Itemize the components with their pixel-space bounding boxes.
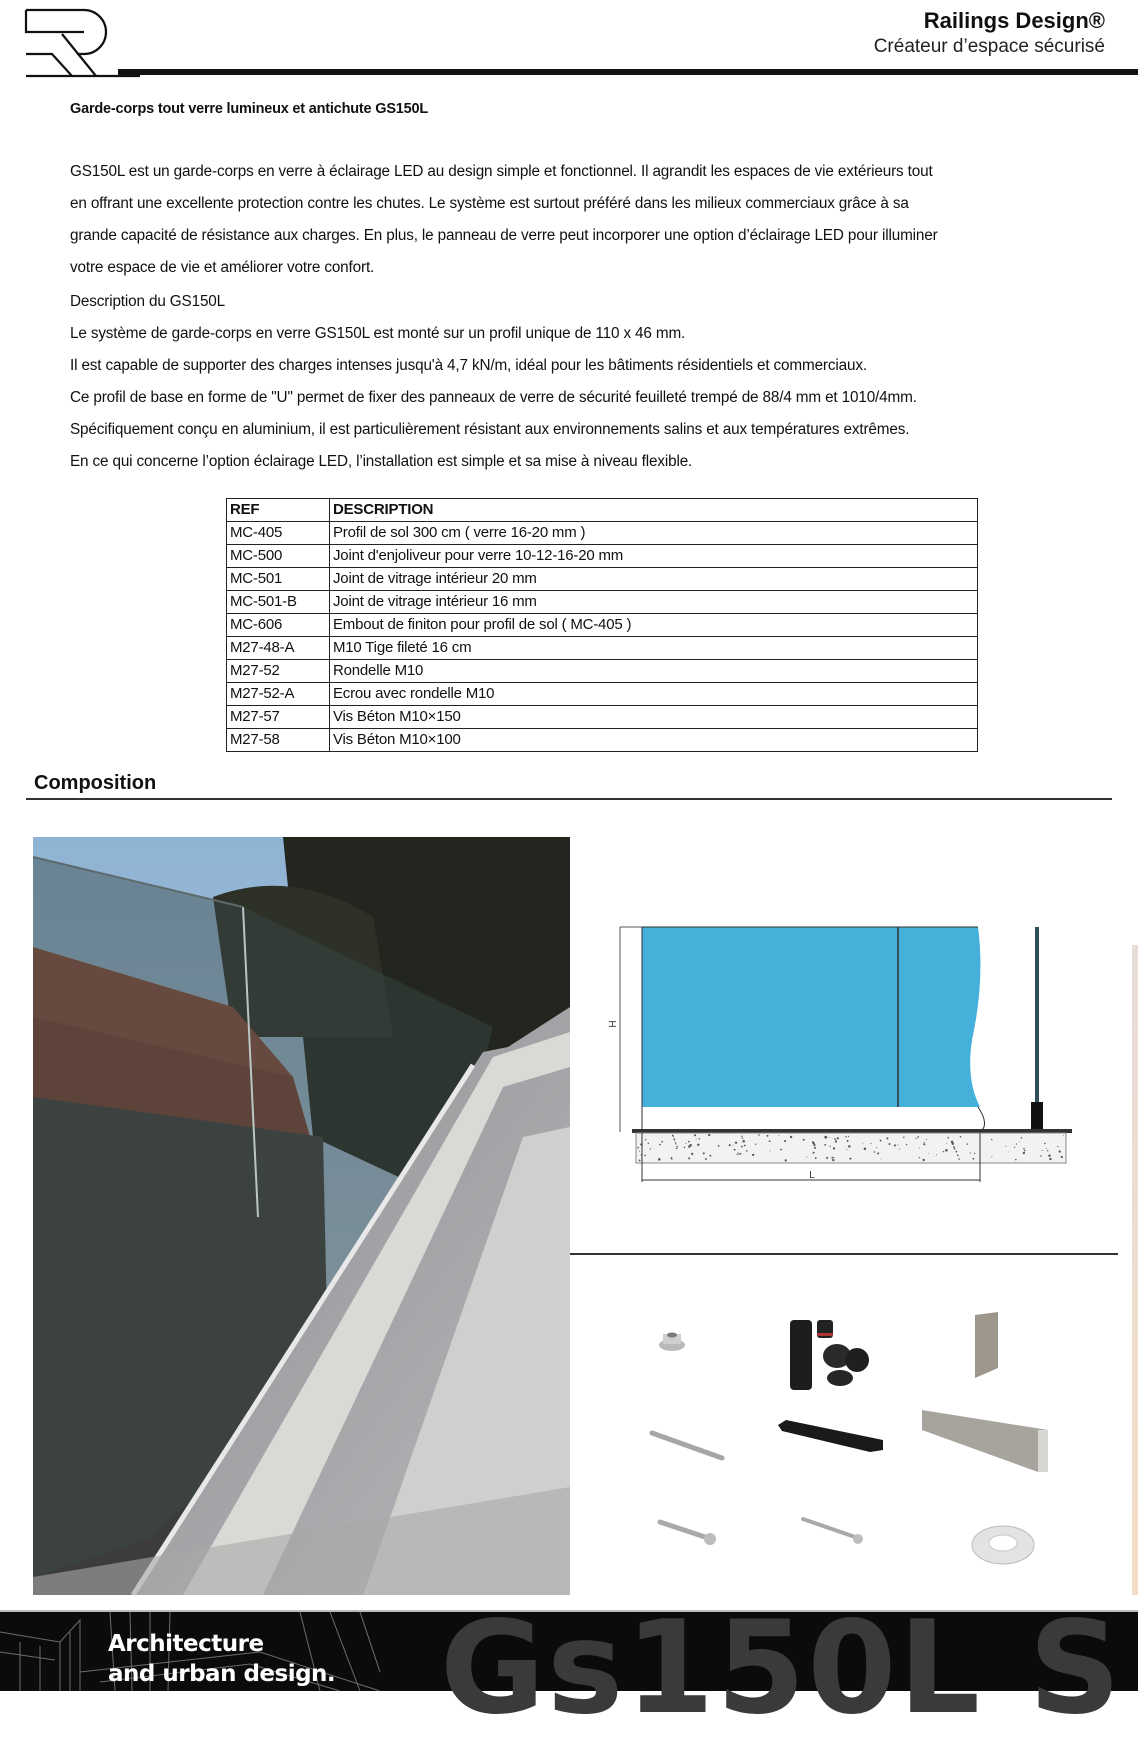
description-line: En ce qui concerne l’option éclairage LED, l’installation est simple et sa mise à niveau flexible.: [70, 453, 693, 470]
part-description: Joint de vitrage intérieur 16 mm: [330, 591, 978, 614]
table-row: [227, 660, 978, 683]
intro-line: GS150L est un garde-corps en verre à éclairage LED au design simple et fonctionnel. Il agrandit les espaces de vie extérieurs tout: [70, 163, 933, 180]
height-label: H: [608, 1020, 619, 1028]
part-description: Joint d'enjoliveur pour verre 10-12-16-20 mm: [330, 545, 978, 568]
brand-name: Railings Design®: [923, 8, 1105, 33]
flange-nut-image: [659, 1333, 685, 1352]
table-row: [227, 568, 978, 591]
part-description: M10 Tige fileté 16 cm: [330, 637, 978, 660]
part-description: Rondelle M10: [330, 660, 978, 683]
length-label: L: [809, 1170, 815, 1181]
column-header-ref: REF: [227, 499, 330, 522]
installation-photo: [33, 837, 570, 1595]
table-row: [227, 637, 978, 660]
part-ref: M27-57: [227, 706, 330, 729]
table-header-row: [227, 499, 978, 522]
concrete-screw-short-image: [803, 1519, 863, 1544]
parts-gallery: [600, 1290, 1070, 1590]
washer-image: [972, 1526, 1034, 1564]
footer-banner: [0, 1594, 1138, 1743]
floor-profile-image: [922, 1410, 1048, 1472]
intro-line: votre espace de vie et améliorer votre confort.: [70, 259, 375, 276]
part-ref: M27-58: [227, 729, 330, 752]
part-ref: MC-500: [227, 545, 330, 568]
glass-panel: [898, 927, 980, 1107]
table-row: [227, 522, 978, 545]
gasket-profile-image: [778, 1420, 883, 1452]
side-profile-glass: [1035, 927, 1039, 1102]
section-divider: [570, 1253, 1118, 1255]
description-line: Ce profil de base en forme de "U" permet de fixer des panneaux de verre de sécurité feuilleté trempé de 88/4 mm et 1010/4mm.: [70, 389, 917, 406]
part-ref: M27-52: [227, 660, 330, 683]
description-line: Il est capable de supporter des charges intenses jusqu'à 4,7 kN/m, idéal pour les bâtiments résidentiels et commerciaux.: [70, 357, 867, 374]
glass-panel: [642, 927, 902, 1107]
brand-logo: [22, 4, 127, 76]
footer-slogan: [108, 1629, 335, 1689]
part-ref: MC-501: [227, 568, 330, 591]
parts-table: [226, 498, 978, 752]
part-ref: M27-52-A: [227, 683, 330, 706]
intro-line: en offrant une excellente protection contre les chutes. Le système est surtout préféré dans les milieux commerciaux grâce à sa: [70, 195, 909, 212]
table-row: [227, 729, 978, 752]
part-description: Vis Béton M10×150: [330, 706, 978, 729]
table-row: [227, 545, 978, 568]
slogan-line: and urban design.: [108, 1661, 336, 1687]
part-ref: M27-48-A: [227, 637, 330, 660]
side-profile-base: [1031, 1102, 1043, 1129]
table-row: [227, 683, 978, 706]
product-watermark: Gs150L S: [440, 1594, 1123, 1743]
concrete-screw-long-image: [660, 1522, 716, 1545]
table-row: [227, 706, 978, 729]
part-ref: MC-501-B: [227, 591, 330, 614]
part-description: Joint de vitrage intérieur 20 mm: [330, 568, 978, 591]
table-row: [227, 614, 978, 637]
threaded-rod-image: [652, 1433, 722, 1458]
page-edge: [1132, 945, 1138, 1595]
description-line: Spécifiquement conçu en aluminium, il est particulièrement résistant aux environnements salins et aux températures extrêmes.: [70, 421, 910, 438]
end-plate-image: [975, 1312, 998, 1378]
header-divider: [118, 69, 1138, 75]
part-description: Embout de finiton pour profil de sol ( MC-405 ): [330, 614, 978, 637]
description-heading: Description du GS150L: [70, 293, 226, 310]
composition-heading: Composition: [34, 772, 157, 794]
description-line: Le système de garde-corps en verre GS150L est monté sur un profil unique de 110 x 46 mm.: [70, 325, 686, 342]
slogan-line: Architecture: [108, 1631, 264, 1657]
part-description: Vis Béton M10×100: [330, 729, 978, 752]
intro-paragraph: [70, 156, 938, 284]
end-cap-set-image: [790, 1320, 869, 1390]
part-description: Profil de sol 300 cm ( verre 16-20 mm ): [330, 522, 978, 545]
brand-tagline: Créateur d’espace sécurisé: [873, 36, 1105, 57]
part-description: Ecrou avec rondelle M10: [330, 683, 978, 706]
document-title: Garde-corps tout verre lumineux et antichute GS150L: [70, 101, 429, 117]
part-ref: MC-606: [227, 614, 330, 637]
intro-line: grande capacité de résistance aux charges. En plus, le panneau de verre peut incorporer une option d’éclairage LED pour illuminer: [70, 227, 938, 244]
part-ref: MC-405: [227, 522, 330, 545]
table-row: [227, 591, 978, 614]
technical-drawing: [610, 910, 1080, 1190]
description-paragraph: [70, 286, 917, 478]
composition-divider: [26, 798, 1112, 800]
column-header-description: DESCRIPTION: [330, 499, 978, 522]
